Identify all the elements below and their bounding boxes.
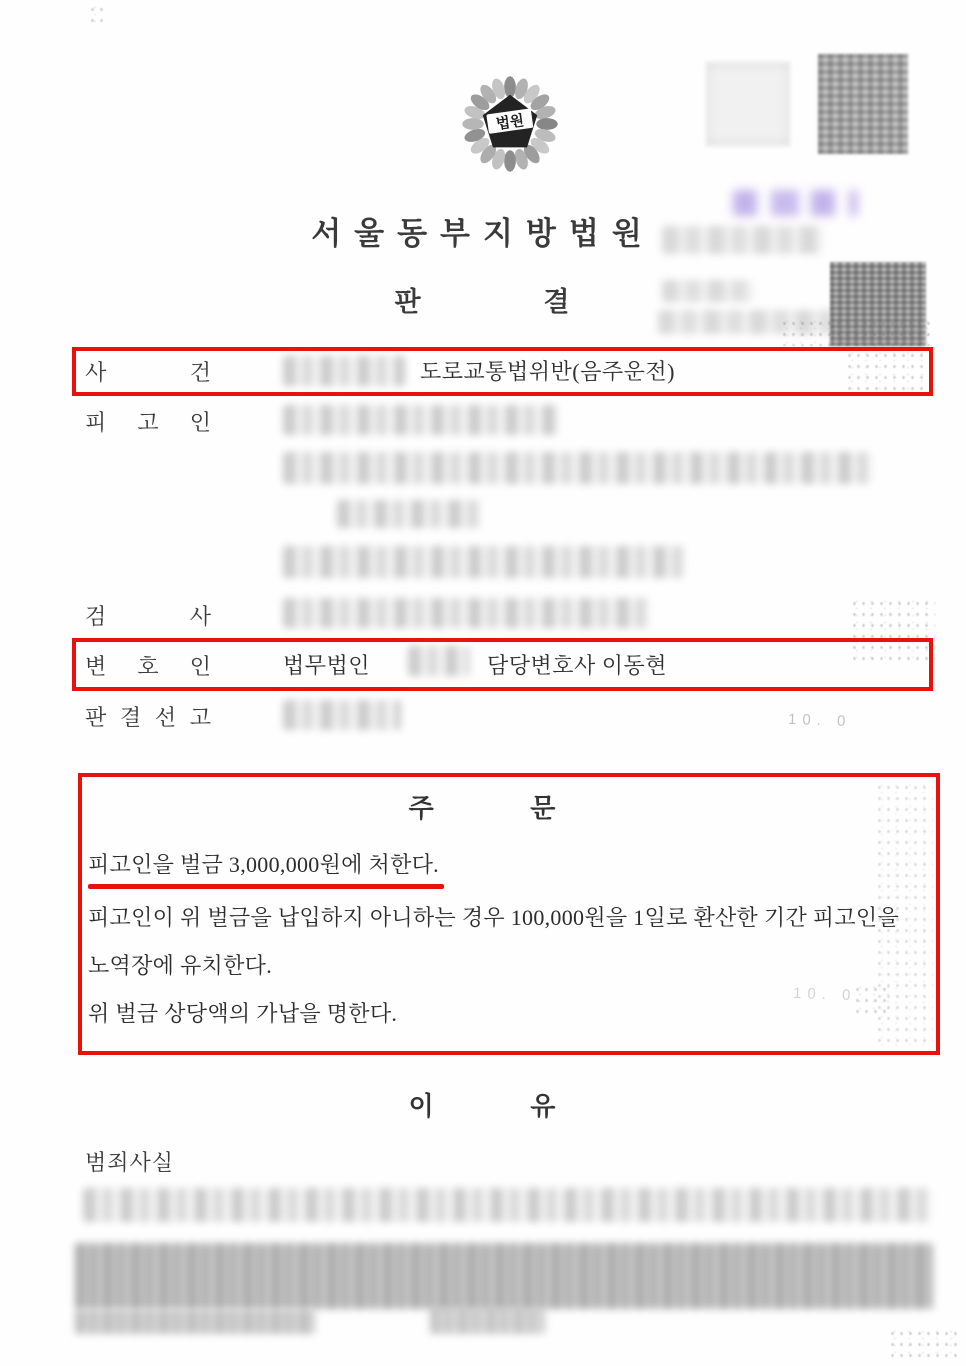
order-heading: 주 문 bbox=[408, 794, 558, 823]
court-seal-icon bbox=[437, 74, 583, 174]
criminal-facts-label: 범죄사실 bbox=[85, 1150, 175, 1175]
redacted-firm-name bbox=[408, 646, 470, 676]
redacted-facts-paragraph bbox=[75, 1243, 933, 1309]
order-line-fine: 피고인을 벌금 3,000,000원에 처한다. bbox=[88, 852, 439, 877]
counsel-label: 변 호 인 bbox=[85, 654, 212, 679]
case-value: 도로교통법위반(음주운전) bbox=[420, 359, 675, 384]
sentencing-date-label: 판 결 선 고 bbox=[85, 705, 212, 730]
redacted-certification-line-2 bbox=[662, 280, 754, 302]
redacted-facts-line bbox=[83, 1188, 933, 1222]
prosecutor-label: 검 사 bbox=[85, 604, 212, 629]
order-line-conversion: 피고인이 위 벌금을 납입하지 아니하는 경우 100,000원을 1일로 환산한 기간 피고인을 bbox=[88, 905, 900, 930]
redacted-defendant-address bbox=[283, 452, 873, 484]
counsel-firm: 법무법인 bbox=[283, 653, 371, 678]
redacted-defendant-address-2 bbox=[337, 500, 482, 528]
order-line-provisional: 위 벌금 상당액의 가납을 명한다. bbox=[88, 1001, 398, 1026]
redacted-facts-paragraph-3 bbox=[430, 1308, 545, 1334]
scan-artifact bbox=[780, 318, 930, 346]
redacted-case-number bbox=[283, 356, 405, 386]
seal-label: 법원 bbox=[495, 113, 526, 133]
order-line-workhouse: 노역장에 유치한다. bbox=[88, 953, 273, 978]
redacted-sentencing-date bbox=[283, 700, 401, 730]
redacted-certification-line-1 bbox=[662, 226, 822, 254]
court-name: 서울동부지방법원 bbox=[311, 216, 655, 251]
stamp-dark bbox=[818, 54, 908, 154]
pencil-mark: 10. 0 bbox=[787, 710, 852, 731]
redacted-stamp-number bbox=[733, 190, 858, 216]
reasons-heading: 이 유 bbox=[408, 1092, 558, 1121]
red-underline bbox=[88, 884, 444, 889]
case-label: 사 건 bbox=[85, 360, 212, 385]
defendant-label: 피 고 인 bbox=[85, 410, 212, 435]
counsel-attorney: 담당변호사 이동현 bbox=[487, 653, 668, 678]
pencil-mark: 10. 0 bbox=[792, 984, 857, 1005]
scan-artifact bbox=[888, 1328, 958, 1358]
redacted-prosecutor-name bbox=[283, 598, 651, 628]
redacted-defendant-name bbox=[283, 405, 558, 435]
redacted-facts-paragraph-2 bbox=[75, 1310, 315, 1334]
scan-artifact bbox=[88, 4, 108, 22]
document-title: 판 결 bbox=[394, 287, 572, 317]
redacted-defendant-registered-address bbox=[283, 546, 683, 578]
stamp-faint bbox=[706, 62, 790, 146]
